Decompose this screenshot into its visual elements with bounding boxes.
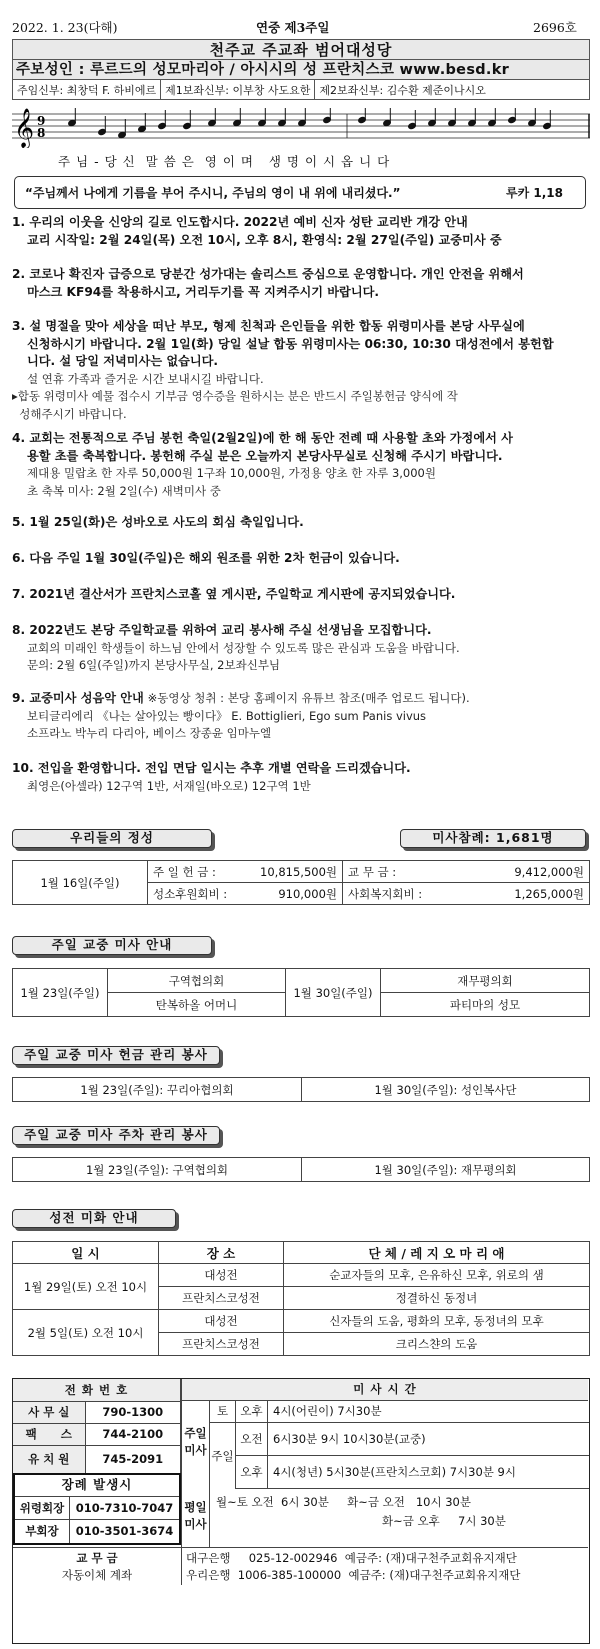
main-mass-title: 주일 교중 미사 안내 — [12, 936, 212, 955]
funeral-phone-2: 010-3501-3674 — [75, 1524, 174, 1538]
issue-number: 2696호 — [533, 20, 577, 35]
announcement-7: 7. 2021년 결산서가 프란치스코홀 옆 게시판, 주일학교 게시판에 공지되었습니다. — [12, 587, 456, 601]
decoration-table: 일 시 장 소 단 체 / 레 지 오 마 리 애 1월 29일(토) 오전 10시 대성전 순교자들의 모후, 은유하신 모후, 위로의 샘 프란치스코성전 정결하신 동정녀 2월 5일(토) 오전 10시 대성전 신자들의 도움, 평화의 모후, 동정녀의 모후 프란치스코성전 크리스챤의 도움 — [12, 1241, 590, 1356]
announcement-5: 5. 1월 25일(화)은 성바오로 사도의 회심 축일입니다. — [12, 515, 304, 529]
liturgical-week: 연중 제3주일 — [256, 20, 330, 35]
pastor: 주임신부: 최창덕 F. 하비에르 — [13, 80, 161, 99]
lyrics: 주 님 - 당 신 말 씀 은 영 이 며 생 명 이 시 옵 니 다 — [58, 154, 391, 169]
mass-times: 미 사 시 간 주일 미사 토 오후 4시(어린이) 7시30분 주일 오전 6시30분 9시 10시30분(교중) 오후 4시(청년) 5시30분(프란치스코회) 7시30분 9시 평일 미사 월~토 오전 6시 30분 화~금 오전 10시 30분 화~금 오후 7시 30분 — [181, 1379, 588, 1547]
treble-clef-icon: 𝄞 — [14, 108, 35, 148]
offering-title: 우리들의 정성 — [12, 829, 212, 848]
funeral-phone-1: 010-7310-7047 — [75, 1501, 174, 1515]
announcement-4: 4. 교회는 전통적으로 주님 봉헌 축일(2월2일)에 한 해 동안 전례 때 사용할 초와 가정에서 사 용할 초를 축복합니다. 봉헌해 주실 분은 오늘까지 본당사무실로 신청해 주시기 바랍니다. 제대용 밀랍초 한 자루 50,000원 1구좌 10,000원, 가정용 양초 한 자루 3,000원 초 축복 미사: 2월 2일(수) 새벽미사 중 — [12, 431, 513, 498]
announcement-3: 3. 설 명절을 맞아 세상을 떠난 부모, 형제 친척과 은인들을 위한 합동 위령미사를 본당 사무실에 신청하시기 바랍니다. 2월 1일(화) 당일 설날 합동 위령미사는 06:30, 10:30 대성전에서 봉헌합 니다. 설 당일 저녁미사는 없습니다. 설 연휴 가족과 즐거운 시간 보내시길 바랍니다. ▸합동 위령미사 예물 접수시 기부금 영수증을 원하시는 분은 반드시 주일봉헌금 양식에 작 성해주시기 바랍니다. — [12, 319, 554, 421]
music-staff — [12, 108, 590, 148]
announcement-2: 2. 코로나 확진자 급증으로 당분간 성가대는 솔리스트 중심으로 운영합니다. 개인 안전을 위해서 마스크 KF94를 착용하시고, 거리두기를 꼭 지켜주시기 바랍니다. — [12, 267, 524, 299]
announcement-8: 8. 2022년도 본당 주일학교를 위하여 교리 봉사해 주실 선생님을 모집합니다. 교회의 미래인 학생들이 하느님 안에서 성장할 수 있도록 많은 관심과 도움을 바랍니다. 문의: 2월 6일(주일)까지 본당사무실, 2보좌신부님 — [12, 623, 460, 672]
quote-reference: 루카 1,18 — [506, 186, 563, 200]
announcement-10: 10. 전입을 환영합니다. 전입 면담 일시는 추후 개별 연락을 드리겠습니다. 최영은(아셀라) 12구역 1반, 서재일(바오로) 12구역 1반 — [12, 761, 411, 793]
offering-service-table: 1월 23일(주일): 꾸리아협의회 1월 30일(주일): 성인복사단 — [12, 1077, 590, 1102]
contact-and-mass-times — [12, 1378, 590, 1644]
announcement-6: 6. 다음 주일 1월 30일(주일)은 해외 원조를 위한 2차 헌금이 있습니다. — [12, 551, 400, 565]
priest-list — [12, 79, 590, 100]
church-name: 천주교 주교좌 범어대성당 — [12, 39, 590, 59]
bank-accounts: 대구은행 025-12-002946 예금주: (재)대구천주교회유지재단 우리은행 1006-385-100000 예금주: (재)대구천주교회유지재단 — [181, 1547, 588, 1585]
svg-text:9: 9 — [37, 114, 46, 128]
phone-table: 전 화 번 호 사 무 실 790-1300 팩 스 744-2100 유 치 원 745-2091 — [13, 1379, 181, 1474]
main-mass-table: 1월 23일(주일) 구역협의회 1월 30일(주일) 재무평의회 탄복하올 어머니 파티마의 성모 — [12, 968, 590, 1017]
parking-service-title: 주일 교중 미사 주차 관리 봉사 — [12, 1126, 220, 1145]
offering-date: 1월 16일(주일) — [13, 861, 148, 905]
patron-saints: 주보성인 : 루르드의 성모마리아 / 아시시의 성 프란치스코 www.besd.kr — [12, 59, 590, 79]
offering-table: 1월 16일(주일) 주 일 헌 금 : 10,815,500원 교 무 금 : 9,412,000원 성소후원회비 : 910,000원 사회복지회비 : 1,265,000원 — [12, 860, 590, 905]
funeral-box: 장례 발생시 위령회장 010-7310-7047 부회장 010-3501-3674 — [13, 1473, 181, 1545]
second-assistant: 제2보좌신부: 김수환 제준이나시오 — [319, 84, 486, 97]
announcement-9: 9. 교중미사 성음악 안내 ※동영상 청취 : 본당 홈페이지 유튜브 참조(매주 업로드 됩니다). 보티글리에리 《나는 살아있는 빵이다》 E. Bottiglieri, Ego sum Panis vivus 소프라노 박누리 다리아, 베이스 장종윤 임마누엘 — [12, 691, 470, 740]
announcement-1: 1. 우리의 이웃을 신앙의 길로 인도합시다. 2022년 예비 신자 성탄 교리반 개강 안내 교리 시작일: 2월 24일(목) 오전 10시, 오후 8시, 환영식: 2월 27일(주일) 교중미사 중 — [12, 215, 502, 247]
first-assistant: 제1보좌신부: 이부창 사도요한 — [161, 80, 315, 99]
quote-text: “주님께서 나에게 기름을 부어 주시니, 주님의 영이 내 위에 내리셨다.” — [25, 186, 401, 200]
bank-label: 교 무 금 자동이체 계좌 — [13, 1547, 181, 1585]
svg-text:8: 8 — [37, 126, 46, 140]
decoration-title: 성전 미화 안내 — [12, 1209, 176, 1228]
parking-service-table: 1월 23일(주일): 구역협의회 1월 30일(주일): 재무평의회 — [12, 1157, 590, 1182]
attendance-badge: 미사참례: 1,681명 — [400, 829, 586, 848]
bulletin-date: 2022. 1. 23(다해) — [12, 20, 118, 35]
gospel-quote — [14, 176, 586, 209]
offering-service-title: 주일 교중 미사 헌금 관리 봉사 — [12, 1046, 220, 1065]
